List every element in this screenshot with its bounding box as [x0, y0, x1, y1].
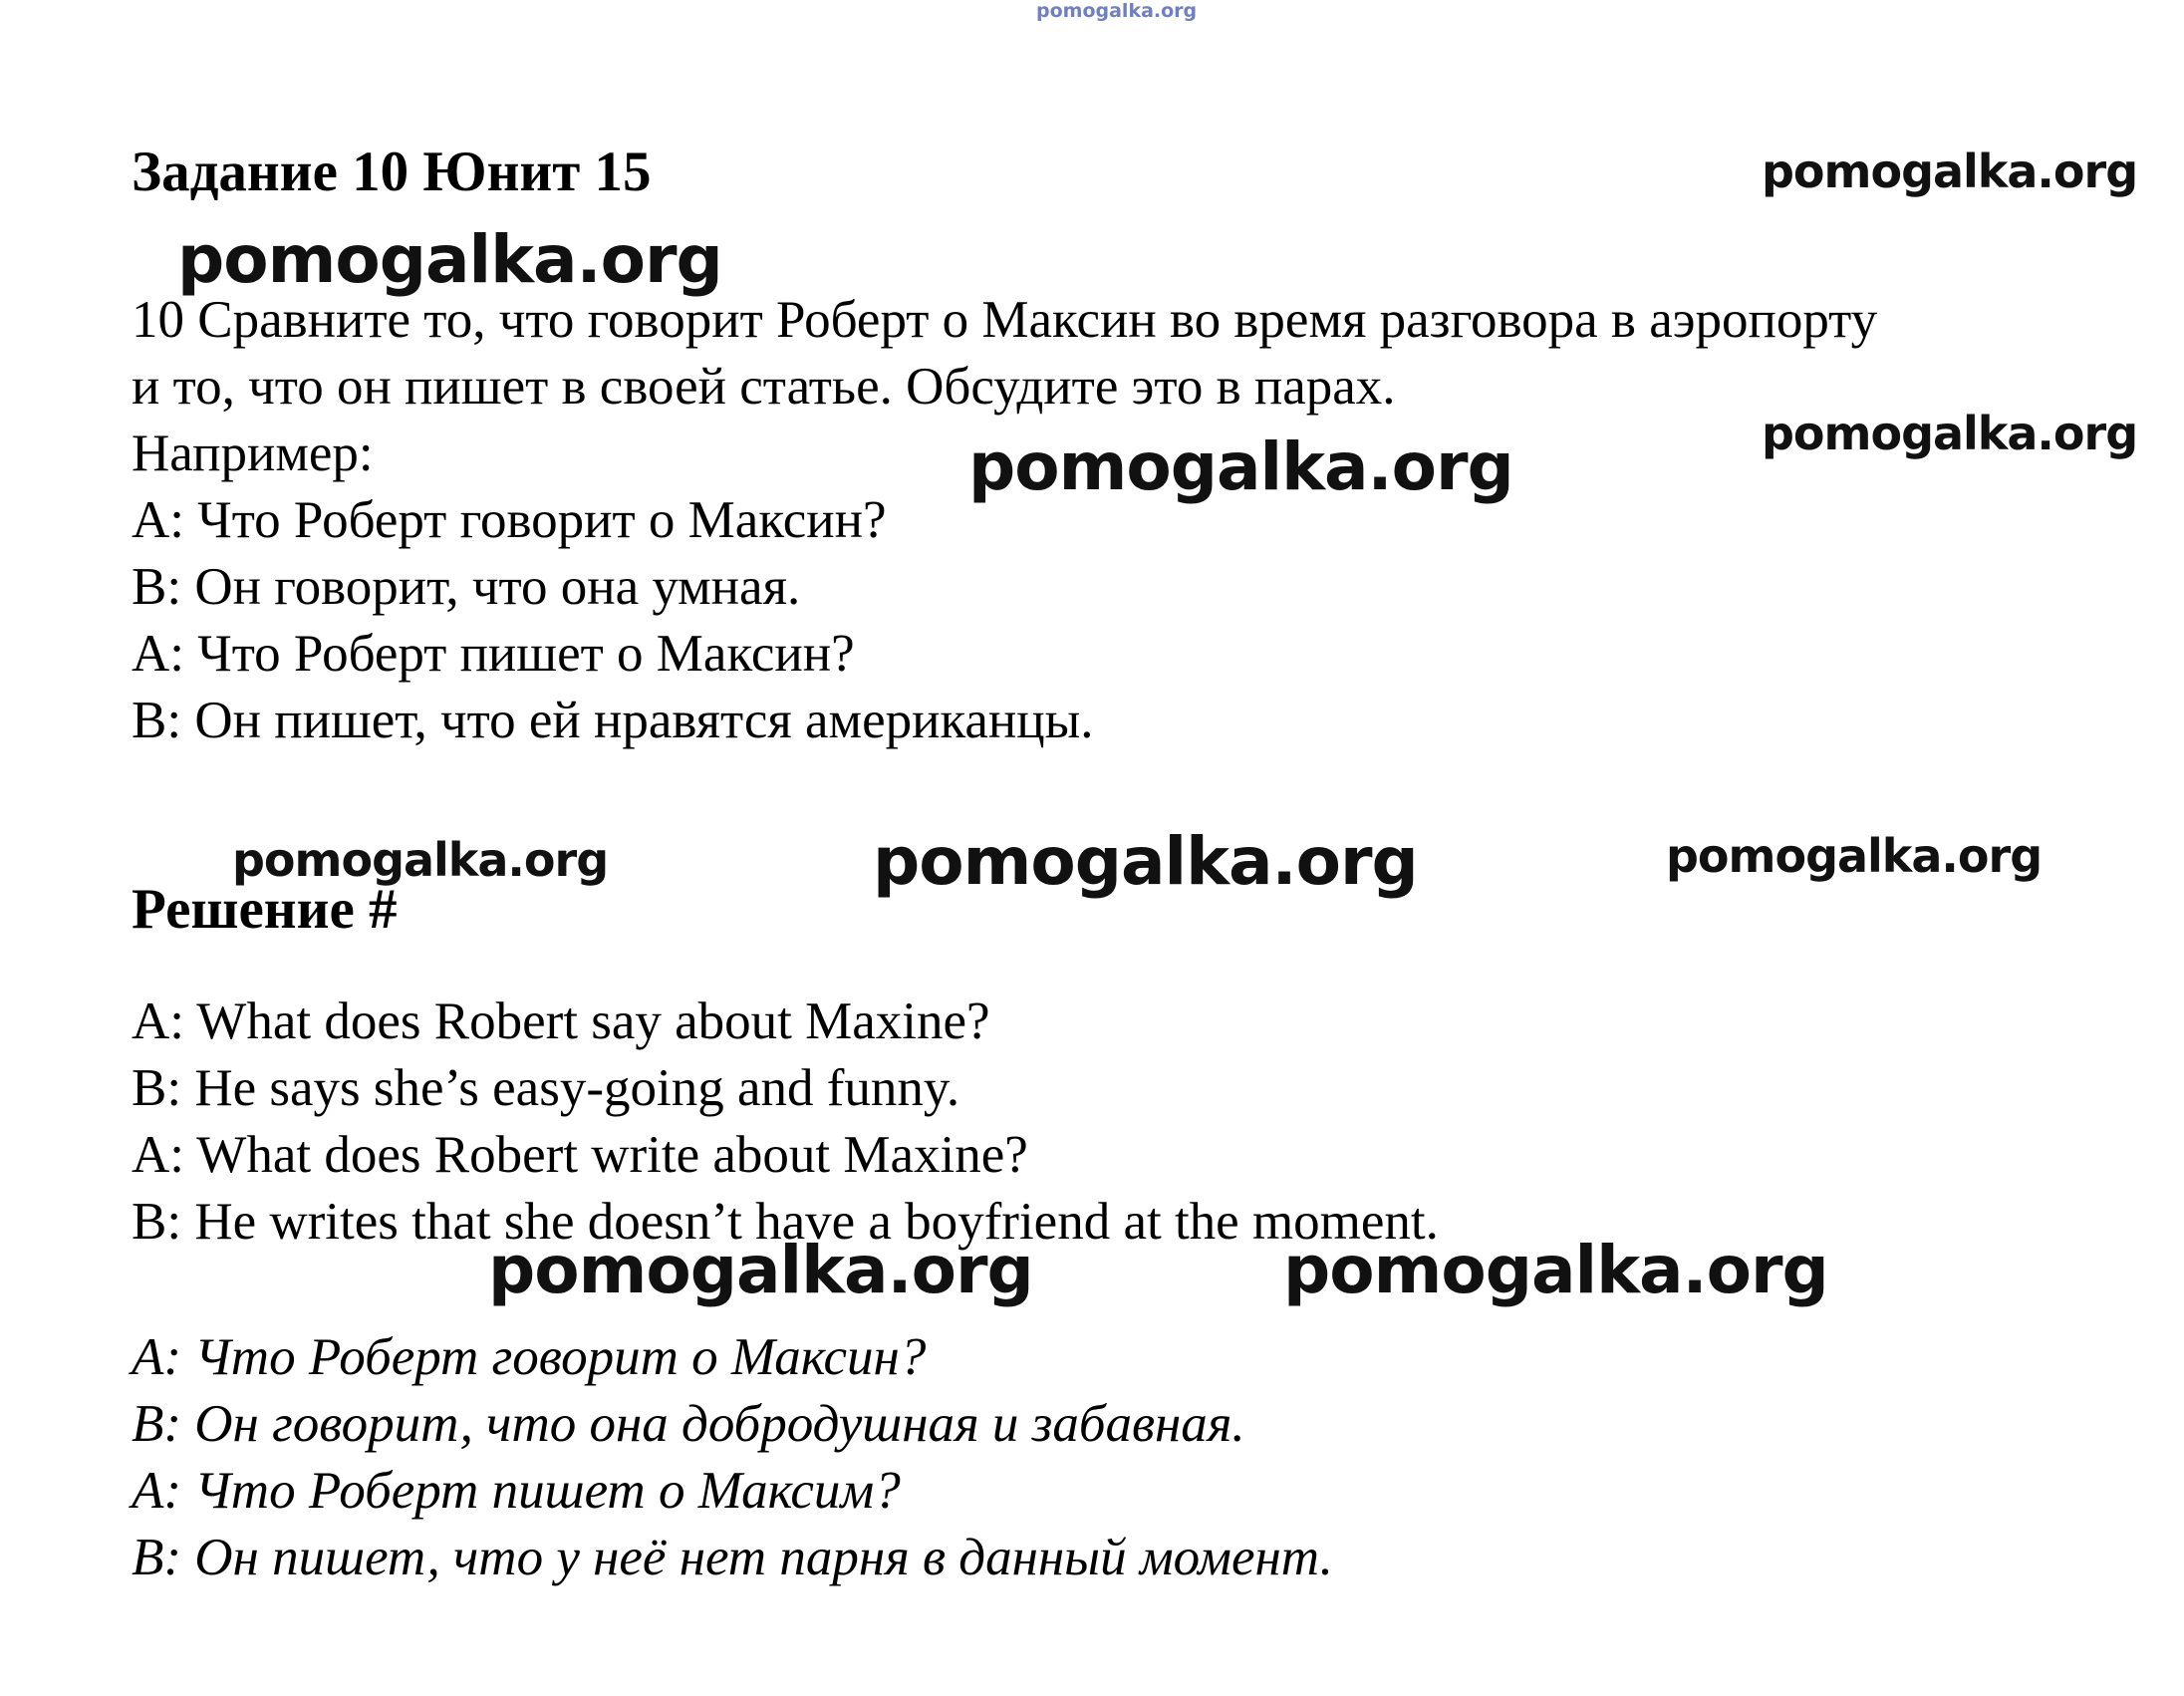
example-line: A: Что Роберт говорит о Максин?	[132, 491, 887, 549]
solution-english-line: A: What does Robert write about Maxine?	[132, 1126, 1028, 1184]
example-line: B: Он говорит, что она умная.	[132, 558, 801, 616]
watermark-text: pomogalka.org	[968, 428, 1513, 505]
example-line: B: Он пишет, что ей нравятся американцы.	[132, 692, 1094, 749]
example-label: Например:	[132, 424, 374, 482]
task-instruction-line: и то, что он пишет в своей статье. Обсудите это в парах.	[132, 358, 1396, 416]
solution-russian-line: A: Что Роберт пишет о Максим?	[132, 1462, 901, 1520]
watermark-text: pomogalka.org	[232, 833, 609, 887]
solution-title: Решение #	[132, 878, 398, 941]
solution-russian-line: A: Что Роберт говорит о Максин?	[132, 1328, 927, 1386]
watermark-text: pomogalka.org	[1762, 144, 2138, 198]
solution-russian-line: B: Он говорит, что она добродушная и забавная.	[132, 1395, 1245, 1453]
watermark-text: pomogalka.org	[177, 221, 722, 298]
task-title: Задание 10 Юнит 15	[132, 141, 652, 203]
example-line: A: Что Роберт пишет о Максин?	[132, 625, 855, 683]
solution-english-line: B: He says she’s easy-going and funny.	[132, 1059, 960, 1117]
solution-english-line: B: He writes that she doesn’t have a boyfriend at the moment.	[132, 1193, 1439, 1251]
watermark-text: pomogalka.org	[1283, 1232, 1828, 1308]
solution-english-line: A: What does Robert say about Maxine?	[132, 992, 990, 1050]
watermark-text: pomogalka.org	[873, 823, 1418, 900]
watermark-text: pomogalka.org	[488, 1232, 1033, 1308]
watermark-text: pomogalka.org	[1666, 829, 2043, 883]
watermark-top: pomogalka.org	[1036, 0, 1198, 22]
solution-russian-line: B: Он пишет, что у неё нет парня в данный момент.	[132, 1529, 1333, 1586]
task-instruction-line: 10 Сравните то, что говорит Роберт о Максин во время разговора в аэропорту	[132, 291, 1878, 349]
watermark-text: pomogalka.org	[1762, 407, 2138, 460]
